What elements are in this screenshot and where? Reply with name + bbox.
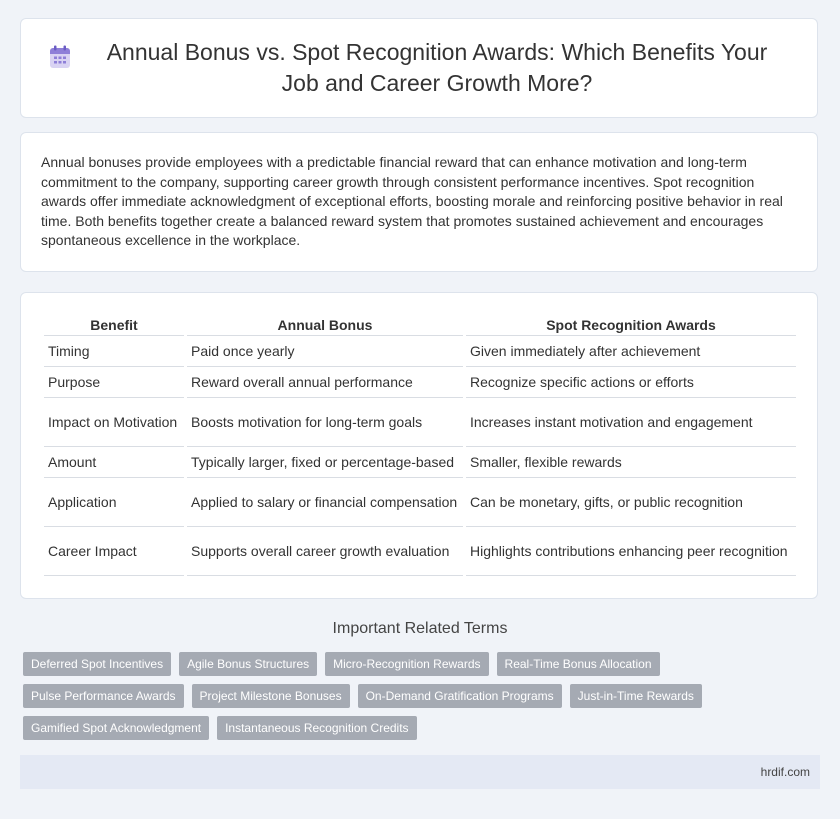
related-term-tag[interactable]: Just-in-Time Rewards xyxy=(570,684,702,708)
header-annual-bonus: Annual Bonus xyxy=(187,309,463,336)
table-row xyxy=(44,447,796,478)
row-label: Timing xyxy=(44,336,184,367)
annual-bonus-cell: Typically larger, fixed or percentage-based xyxy=(187,447,463,478)
comparison-table xyxy=(41,309,799,576)
related-term-tag[interactable]: Project Milestone Bonuses xyxy=(192,684,350,708)
calendar-icon xyxy=(49,45,71,69)
table-row xyxy=(44,367,796,398)
row-label: Purpose xyxy=(44,367,184,398)
related-term-tag[interactable]: Deferred Spot Incentives xyxy=(23,652,171,676)
row-label: Application xyxy=(44,478,184,527)
intro-card xyxy=(20,132,818,272)
annual-bonus-cell: Applied to salary or financial compensation xyxy=(187,478,463,527)
annual-bonus-cell: Supports overall career growth evaluation xyxy=(187,527,463,576)
spot-award-cell: Increases instant motivation and engagement xyxy=(466,398,796,447)
spot-award-cell: Highlights contributions enhancing peer recognition xyxy=(466,527,796,576)
related-term-tag[interactable]: Micro-Recognition Rewards xyxy=(325,652,488,676)
header-spot-recognition: Spot Recognition Awards xyxy=(466,309,796,336)
comparison-table-card xyxy=(20,292,818,599)
row-label: Amount xyxy=(44,447,184,478)
header-benefit: Benefit xyxy=(44,309,184,336)
table-header-row xyxy=(44,309,796,336)
footer xyxy=(20,755,820,789)
footer-site-link[interactable]: hrdif.com xyxy=(760,765,810,779)
related-term-tag[interactable]: Pulse Performance Awards xyxy=(23,684,184,708)
title-card xyxy=(20,18,818,118)
related-term-tag[interactable]: Gamified Spot Acknowledgment xyxy=(23,716,209,740)
related-term-tag[interactable]: Real-Time Bonus Allocation xyxy=(497,652,660,676)
related-term-tag[interactable]: On-Demand Gratification Programs xyxy=(358,684,562,708)
annual-bonus-cell: Reward overall annual performance xyxy=(187,367,463,398)
related-term-tag[interactable]: Agile Bonus Structures xyxy=(179,652,317,676)
related-terms-list xyxy=(23,652,823,740)
page-title: Annual Bonus vs. Spot Recognition Awards: Which Benefits Your Job and Career Growth More? xyxy=(106,39,768,96)
spot-award-cell: Given immediately after achievement xyxy=(466,336,796,367)
spot-award-cell: Can be monetary, gifts, or public recognition xyxy=(466,478,796,527)
row-label: Career Impact xyxy=(44,527,184,576)
spot-award-cell: Recognize specific actions or efforts xyxy=(466,367,796,398)
table-row xyxy=(44,527,796,576)
table-row xyxy=(44,398,796,447)
annual-bonus-cell: Paid once yearly xyxy=(187,336,463,367)
table-row xyxy=(44,478,796,527)
related-terms-title: Important Related Terms xyxy=(332,620,508,637)
spot-award-cell: Smaller, flexible rewards xyxy=(466,447,796,478)
table-row xyxy=(44,336,796,367)
annual-bonus-cell: Boosts motivation for long-term goals xyxy=(187,398,463,447)
related-term-tag[interactable]: Instantaneous Recognition Credits xyxy=(217,716,416,740)
row-label: Impact on Motivation xyxy=(44,398,184,447)
intro-paragraph: Annual bonuses provide employees with a predictable financial reward that can enhance motivation and long-term commitment to the company, supporting career growth through consistent performance incentives. Spot recognition awards offer immediate acknowledgment of exceptional efforts, boosting morale and reinforcing positive behavior in real time. Both benefits together create a balanced reward system that promotes sustained achievement and encourages spontaneous excellence in the workplace. xyxy=(41,154,783,248)
